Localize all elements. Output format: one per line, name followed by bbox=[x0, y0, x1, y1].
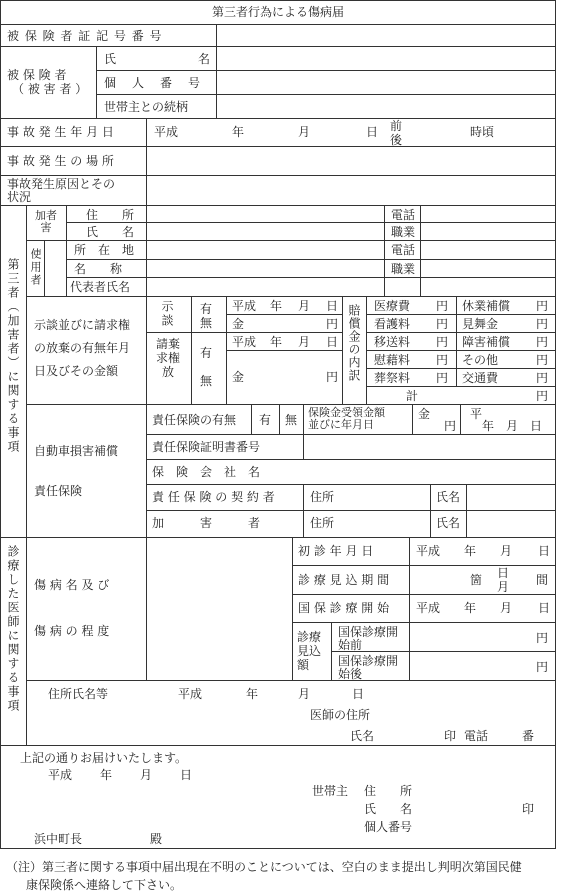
doctor-name-label: 氏名 bbox=[350, 729, 375, 743]
receipt-money: 金 bbox=[418, 407, 431, 421]
submit-era: 平成 bbox=[48, 768, 73, 782]
accident-date-label: 事 故 発 生 年 月 日 bbox=[7, 125, 114, 139]
injury-label-1: 傷 病 名 及 び bbox=[34, 578, 110, 592]
auto-insurance-label: 自動車損害補償 bbox=[34, 444, 119, 458]
claim-label-2: の放棄の有無年月 bbox=[34, 341, 131, 355]
waiver-d: 日 bbox=[326, 335, 339, 349]
before-start-2: 始前 bbox=[338, 638, 363, 652]
damage-funeral: 葬祭料 bbox=[374, 371, 411, 385]
submit-personal-no: 個人番号 bbox=[364, 820, 413, 834]
tp-entity-label: 名 称 bbox=[74, 262, 123, 276]
waiver-m: 月 bbox=[298, 335, 311, 349]
form-title: 第三者行為による傷病届 bbox=[211, 5, 345, 19]
waiver-no: 無 bbox=[200, 374, 213, 388]
insurance-company-label: 保 険 会 社 名 bbox=[152, 465, 261, 479]
settle-d: 日 bbox=[326, 299, 339, 313]
receipt-label-2: 並びに年月日 bbox=[308, 418, 374, 431]
footnote-line-2: 康保険係へ連絡して下さい。 bbox=[26, 878, 183, 892]
damage-travel-unit: 円 bbox=[536, 371, 549, 385]
settle-yen: 円 bbox=[326, 317, 339, 331]
submit-d: 日 bbox=[180, 768, 193, 782]
contractor-label: 責 任 保 険 の 契 約 者 bbox=[152, 490, 275, 504]
doctor-m: 月 bbox=[298, 687, 311, 701]
nhi-start-m: 月 bbox=[500, 601, 513, 615]
submit-name-label: 氏 名 bbox=[364, 802, 413, 816]
honorific: 殿 bbox=[150, 832, 163, 846]
tp-name-label: 氏 名 bbox=[86, 225, 135, 239]
before-start-yen: 円 bbox=[536, 631, 549, 645]
first-visit-era: 平成 bbox=[416, 544, 441, 558]
cause-label-1: 事故発生原因とその bbox=[7, 177, 116, 191]
has-liability-label: 責任保険の有無 bbox=[152, 413, 237, 427]
settlement-yes: 有 bbox=[200, 302, 213, 316]
waiver-label: 請棄求権放 bbox=[155, 337, 180, 379]
name-label-2: 名 bbox=[198, 52, 211, 66]
nhi-start-era: 平成 bbox=[416, 601, 441, 615]
accident-era: 平成 bbox=[154, 125, 179, 139]
doctor-era: 平成 bbox=[178, 687, 203, 701]
insured-label-1: 被 保 険 者 bbox=[7, 68, 67, 82]
household-head-label: 世帯主 bbox=[312, 784, 349, 798]
doctor-phone: 電話 bbox=[464, 729, 489, 743]
damage-consolation-unit: 円 bbox=[436, 353, 449, 367]
perpetrator-row-label: 加 害 者 bbox=[152, 516, 261, 530]
doctor-address-label: 医師の住所 bbox=[310, 708, 371, 722]
submit-address-label: 住 所 bbox=[364, 784, 413, 798]
before-start-1: 国保診療開 bbox=[338, 625, 399, 639]
settlement-label: 示談 bbox=[160, 300, 174, 328]
after-start-1: 国保診療開 bbox=[338, 654, 399, 668]
liability-no: 無 bbox=[285, 413, 298, 427]
estimated-cost-label: 診療見込額 bbox=[297, 630, 322, 672]
after-start-2: 始後 bbox=[338, 667, 363, 681]
tp-rep-label: 代表者氏名 bbox=[70, 280, 131, 294]
claim-label-3: 日及びその金額 bbox=[34, 364, 119, 378]
damage-transport: 移送料 bbox=[374, 335, 411, 349]
receipt-label-1: 保険金受領金額 bbox=[308, 406, 385, 419]
waiver-y: 年 bbox=[270, 335, 283, 349]
settlement-no: 無 bbox=[200, 316, 213, 330]
accident-am: 前 bbox=[390, 119, 403, 133]
injury-label-2: 傷 病 の 程 度 bbox=[34, 624, 110, 638]
tp-phone-1: 電話 bbox=[391, 208, 416, 222]
damage-funeral-unit: 円 bbox=[436, 371, 449, 385]
cause-label-2: 状況 bbox=[7, 190, 32, 204]
accident-pm: 後 bbox=[390, 133, 403, 147]
doctor-side-label: 診療した医師に関する事項 bbox=[6, 545, 20, 713]
receipt-ymd: 年 月 日 bbox=[482, 419, 543, 433]
accident-day-unit: 日 bbox=[366, 125, 379, 139]
first-visit-label: 初 診 年 月 日 bbox=[298, 544, 374, 558]
period-day: 日 bbox=[497, 566, 510, 580]
doctor-seal: 印 bbox=[444, 729, 457, 743]
damage-other: その他 bbox=[462, 353, 499, 367]
insured-label-2: （ 被 害 者 ） bbox=[12, 82, 88, 96]
damage-consolation: 慰藉料 bbox=[374, 353, 411, 367]
accident-month-unit: 月 bbox=[298, 125, 311, 139]
damage-sympathy-unit: 円 bbox=[536, 317, 549, 331]
nhi-start-label: 国 保 診 療 開 始 bbox=[298, 601, 390, 615]
damage-disability: 障害補償 bbox=[462, 335, 511, 349]
perpetrator-name: 氏名 bbox=[436, 516, 461, 530]
damage-sympathy: 見舞金 bbox=[462, 317, 499, 331]
damage-medical-unit: 円 bbox=[436, 299, 449, 313]
liability-cert-no-label: 責任保険証明書番号 bbox=[152, 440, 261, 454]
damage-disability-unit: 円 bbox=[536, 335, 549, 349]
first-visit-d: 日 bbox=[538, 544, 551, 558]
damage-medical: 医療費 bbox=[374, 299, 411, 313]
addressee: 浜中町長 bbox=[34, 832, 83, 846]
third-party-side-label: 第三者（加害者）に関する事項 bbox=[6, 258, 20, 454]
waiver-yes: 有 bbox=[200, 346, 213, 360]
damage-other-unit: 円 bbox=[536, 353, 549, 367]
submit-statement: 上記の通りお届けいたします。 bbox=[20, 751, 188, 765]
perpetrator-label: 加者害 bbox=[35, 209, 57, 234]
nhi-start-y: 年 bbox=[464, 601, 477, 615]
tp-location-label: 所 在 地 bbox=[74, 243, 135, 257]
settle-era: 平成 bbox=[232, 299, 257, 313]
damage-leave-unit: 円 bbox=[536, 299, 549, 313]
doctor-y: 年 bbox=[246, 687, 259, 701]
period-kasho: 箇 bbox=[470, 573, 483, 587]
personal-no-label: 個 人 番 号 bbox=[104, 76, 203, 90]
accident-place-label: 事 故 発 生 の 場 所 bbox=[7, 154, 114, 168]
receipt-money-unit: 円 bbox=[444, 419, 457, 433]
user-label: 使用者 bbox=[29, 248, 42, 287]
tp-phone-2: 電話 bbox=[391, 243, 416, 257]
tp-occupation-2: 職業 bbox=[391, 262, 416, 276]
doctor-address-name-label: 住所氏名等 bbox=[48, 687, 109, 701]
accident-time-unit: 時頃 bbox=[470, 125, 495, 139]
settle-m: 月 bbox=[298, 299, 311, 313]
waiver-yen: 円 bbox=[326, 370, 339, 384]
first-visit-m: 月 bbox=[500, 544, 513, 558]
cert-no-label: 被 保 険 者 証 記 号 番 号 bbox=[7, 29, 163, 43]
damage-nursing-unit: 円 bbox=[436, 317, 449, 331]
contractor-name: 氏名 bbox=[436, 490, 461, 504]
accident-year-unit: 年 bbox=[232, 125, 245, 139]
submit-m: 月 bbox=[140, 768, 153, 782]
settle-y: 年 bbox=[270, 299, 283, 313]
perpetrator-addr: 住所 bbox=[310, 516, 335, 530]
tp-occupation-1: 職業 bbox=[391, 225, 416, 239]
submit-seal: 印 bbox=[522, 802, 535, 816]
damage-leave: 休業補償 bbox=[462, 299, 511, 313]
expected-period-label: 診 療 見 込 期 間 bbox=[298, 573, 390, 587]
receipt-heisei: 平 bbox=[470, 407, 483, 421]
doctor-phone-number: 番 bbox=[522, 729, 535, 743]
claim-label-1: 示談並びに請求権 bbox=[34, 318, 131, 332]
damage-travel: 交通費 bbox=[462, 371, 499, 385]
waiver-amount: 金 bbox=[232, 370, 245, 384]
settle-amount: 金 bbox=[232, 317, 245, 331]
first-visit-y: 年 bbox=[464, 544, 477, 558]
contractor-addr: 住所 bbox=[310, 490, 335, 504]
liability-yes: 有 bbox=[259, 413, 272, 427]
damage-total-unit: 円 bbox=[536, 389, 549, 403]
liability-label: 責任保険 bbox=[34, 484, 83, 498]
damage-total-label: 計 bbox=[406, 389, 419, 403]
footnote-line-1: （注）第三者に関する事項中届出現在不明のことについては、空白のまま提出し判明次第国民健 bbox=[6, 860, 522, 874]
after-start-yen: 円 bbox=[536, 660, 549, 674]
doctor-d: 日 bbox=[352, 687, 365, 701]
nhi-start-d: 日 bbox=[538, 601, 551, 615]
damages-label: 賠償金の内訳 bbox=[347, 304, 361, 382]
damage-nursing: 看護料 bbox=[374, 317, 411, 331]
period-month: 月 bbox=[497, 580, 510, 594]
name-label-1: 氏 bbox=[104, 52, 117, 66]
relation-label: 世帯主との続柄 bbox=[104, 100, 189, 114]
submit-y: 年 bbox=[100, 768, 113, 782]
period-kan: 間 bbox=[536, 573, 549, 587]
waiver-era: 平成 bbox=[232, 335, 257, 349]
tp-address-label: 住 所 bbox=[86, 208, 135, 222]
damage-transport-unit: 円 bbox=[436, 335, 449, 349]
